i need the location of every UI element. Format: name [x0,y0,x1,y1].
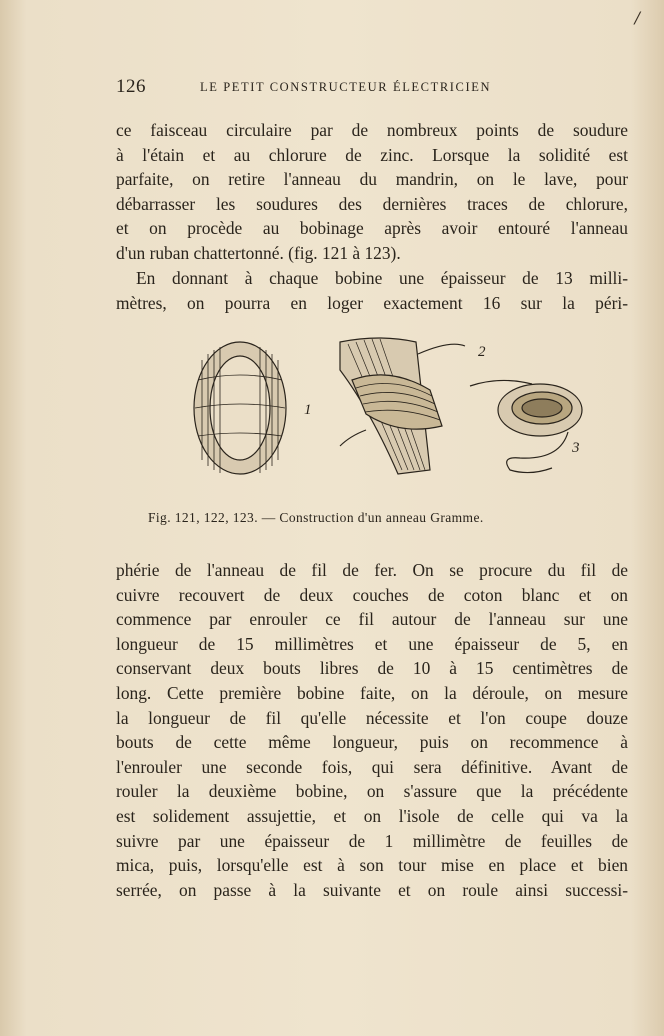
paragraph-3 [116,558,628,902]
text-line: long. Cette première bobine faite, on la déroule, on mesure [116,682,628,703]
text-line: parfaite, on retire l'anneau du mandrin, on le lave, pour [116,169,628,190]
figure-illustration [180,330,600,500]
text-line: En donnant à chaque bobine une épaisseur de 13 milli- [136,268,628,288]
text-line: est solidement assujettie, et on l'isole de celle qui va la [116,805,628,826]
figure-label-3: 3 [572,440,580,456]
bundle-illustration [340,338,465,474]
text-line: suivre par une épaisseur de 1 millimètre de feuilles de [116,830,628,851]
figure-label-2: 2 [478,344,486,360]
text-line: l'enrouler une seconde fois, qui sera définitive. Avant de [116,756,628,777]
text-line: commence par enrouler ce fil autour de l'anneau sur une [116,609,628,630]
text-line: longueur de 15 millimètres et une épaisseur de 5, en [116,633,628,654]
text-line: à l'étain et au chlorure de zinc. Lorsque la solidité est [116,144,628,165]
page-header [116,76,636,98]
text-line: ce faisceau circulaire par de nombreux points de soudure [116,120,628,140]
figure-gramme-ring [180,330,600,500]
page-number: 126 [116,76,146,97]
text-line: cuivre recouvert de deux couches de coton blanc et on [116,584,628,605]
text-line: et on procède au bobinage après avoir entouré l'anneau [116,218,628,239]
text-line: d'un ruban chattertonné. (fig. 121 à 123). [116,242,401,263]
figure-label-1: 1 [304,402,312,418]
text-line: rouler la deuxième bobine, on s'assure que la précédente [116,781,628,802]
text-line: bouts de cette même longueur, puis on recommence à [116,732,628,753]
running-title: LE PETIT CONSTRUCTEUR ÉLECTRICIEN [200,80,492,94]
paragraph-1 [116,118,628,266]
text-line: mètres, on pourra en loger exactement 16 sur la péri- [116,292,628,313]
text-line: la longueur de fil qu'elle nécessite et l'on coupe douze [116,707,628,728]
disc-illustration [470,380,582,472]
edge-mark: / [634,8,640,27]
text-line: serrée, on passe à la suivante et on roule ainsi successi- [116,879,628,900]
figure-caption: Fig. 121, 122, 123. — Construction d'un anneau Gramme. [148,510,484,525]
text-line: conservant deux bouts libres de 10 à 15 centimètres de [116,658,628,679]
text-line: phérie de l'anneau de fil de fer. On se procure du fil de [116,560,628,580]
text-line: mica, puis, lorsqu'elle est à son tour mise en place et bien [116,855,628,876]
text-line: débarrasser les soudures des dernières traces de chlorure, [116,193,628,214]
paragraph-2 [116,266,628,315]
ring-illustration [194,342,286,474]
